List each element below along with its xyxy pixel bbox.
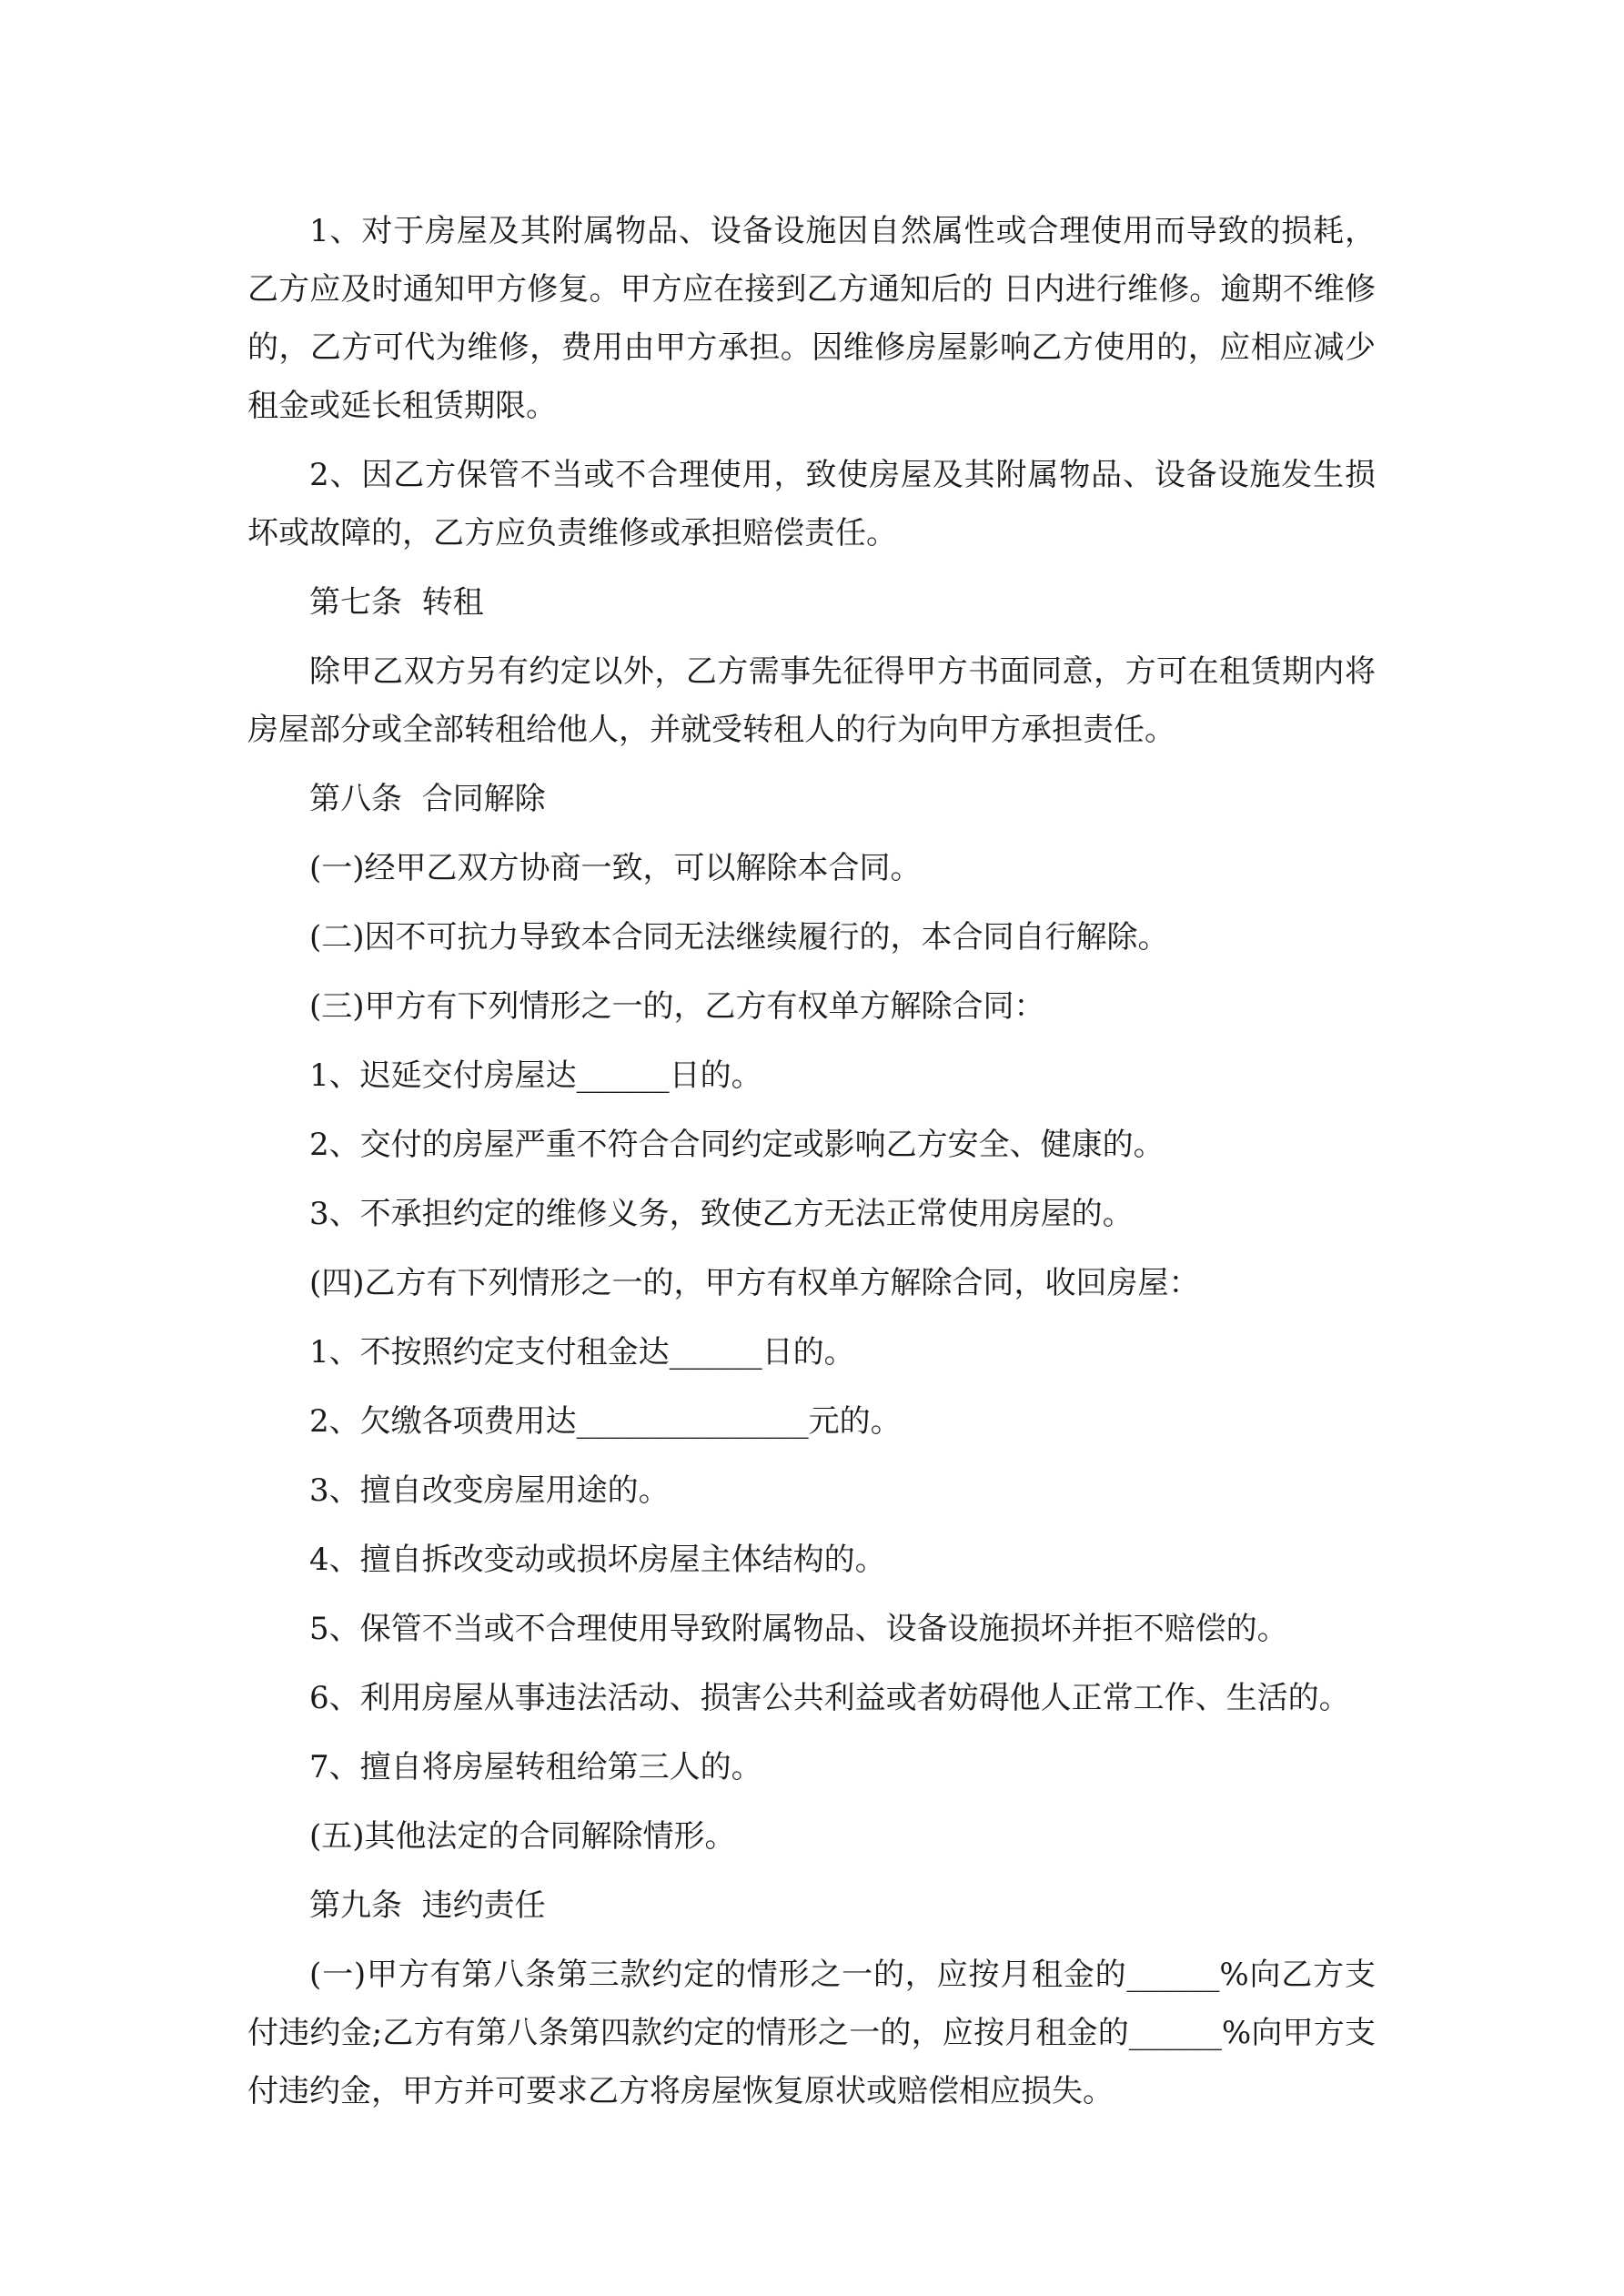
termination-item-1: (一)经甲乙双方协商一致，可以解除本合同。 xyxy=(309,850,922,886)
lessee-breach-2: 2、欠缴各项费用达_______________元的。 xyxy=(309,1403,902,1440)
lessee-breach-6: 6、利用房屋从事违法活动、损害公共利益或者妨碍他人正常工作、生活的。 xyxy=(309,1680,1350,1716)
termination-item-4: (四)乙方有下列情形之一的，甲方有权单方解除合同，收回房屋： xyxy=(309,1265,1200,1301)
lessor-breach-3: 3、不承担约定的维修义务，致使乙方无法正常使用房屋的。 xyxy=(309,1196,1134,1232)
termination-item-2: (二)因不可抗力导致本合同无法继续履行的，本合同自行解除。 xyxy=(309,919,1169,956)
lessee-breach-5: 5、保管不当或不合理使用导致附属物品、设备设施损坏并拒不赔偿的。 xyxy=(309,1611,1288,1647)
clause-repair-wear: 1、对于房屋及其附属物品、设备设施因自然属性或合理使用而导致的损耗，乙方应及时通知甲方修复。甲方应在接到乙方通知后的 日内进行维修。逾期不维修的，乙方可代为维修，费用由甲方承担。因维修房屋影响乙方使用的，应相应减少租金或延长租赁期限。 xyxy=(247,213,1376,424)
article-7-heading: 第七条 转租 xyxy=(309,584,484,621)
clause-liquidated-damages: (一)甲方有第八条第三款约定的情形之一的，应按月租金的______%向乙方支付违约金;乙方有第八条第四款约定的情形之一的，应按月租金的______%向甲方支付违约金，甲方并可要求乙方将房屋恢复原状或赔偿相应损失。 xyxy=(247,1957,1376,2109)
lessee-breach-3: 3、擅自改变房屋用途的。 xyxy=(309,1472,670,1509)
clause-repair-damage: 2、因乙方保管不当或不合理使用，致使房屋及其附属物品、设备设施发生损坏或故障的，乙方应负责维修或承担赔偿责任。 xyxy=(247,457,1376,551)
lessee-breach-7: 7、擅自将房屋转租给第三人的。 xyxy=(309,1749,762,1785)
clause-sublease: 除甲乙双方另有约定以外，乙方需事先征得甲方书面同意，方可在租赁期内将房屋部分或全部转租给他人，并就受转租人的行为向甲方承担责任。 xyxy=(247,653,1376,748)
lessee-breach-4: 4、擅自拆改变动或损坏房屋主体结构的。 xyxy=(309,1542,886,1578)
article-9-heading: 第九条 违约责任 xyxy=(309,1887,546,1924)
termination-item-5: (五)其他法定的合同解除情形。 xyxy=(309,1818,736,1855)
article-8-heading: 第八条 合同解除 xyxy=(309,781,546,817)
lessor-breach-2: 2、交付的房屋严重不符合合同约定或影响乙方安全、健康的。 xyxy=(309,1127,1165,1163)
termination-item-3: (三)甲方有下列情形之一的，乙方有权单方解除合同： xyxy=(309,988,1045,1025)
contract-body xyxy=(247,202,1376,2120)
lessor-breach-1: 1、迟延交付房屋达______日的。 xyxy=(309,1057,762,1094)
lessee-breach-1: 1、不按照约定支付租金达______日的。 xyxy=(309,1334,855,1371)
